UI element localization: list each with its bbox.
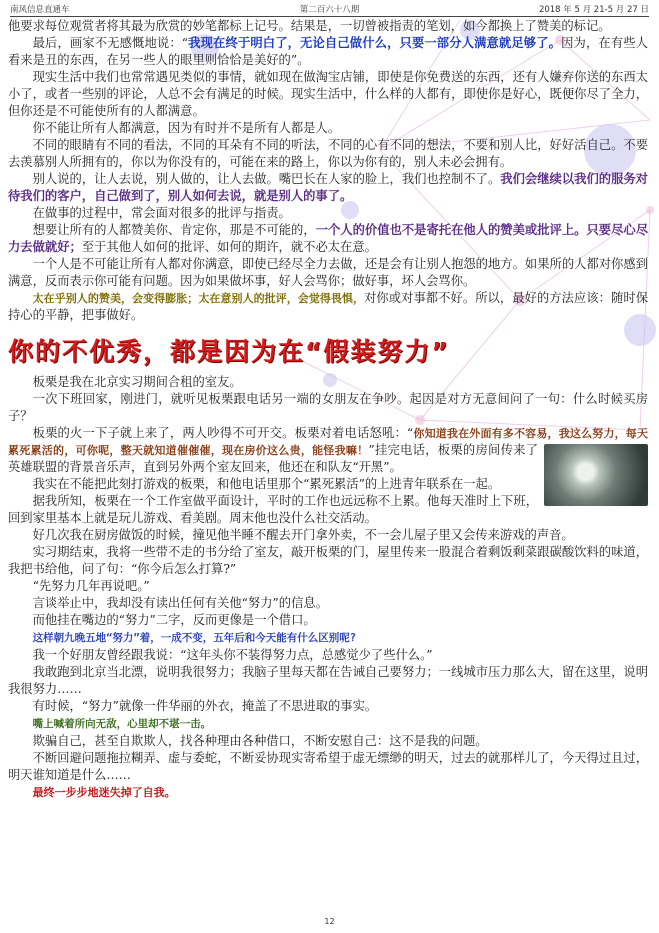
paragraph: 实习期结束，我将一些带不走的书分给了室友，敲开板栗的门，屋里传来一股混合着剩饭剩菜跟碳酸饮料的味道，我把书给他，问了句：“你今后怎么打算?”: [8, 545, 648, 576]
highlight-text: 嘴上喊着所向无敌，心里却不堪一击。: [32, 718, 212, 730]
paragraph: [8, 715, 648, 733]
paragraph: 言谈举止中，我却没有读出任何有关他“努力”的信息。: [32, 596, 328, 610]
paragraph: [8, 171, 648, 205]
paragraph: [8, 629, 648, 647]
header-issue: 第二百六十八期: [299, 5, 360, 15]
paragraph: 据我所知，板栗在一个工作室做平面设计，平时的工作也远远称不上累。他每天准时上下班，回到家里基本上就是玩儿游戏、看美剧。周末他也没什么社交活动。: [8, 494, 538, 525]
article-title: 你的不优秀，都是因为在“假装努力”: [8, 337, 450, 366]
paragraph: 在做事的过程中，常会面对很多的批评与指责。: [32, 206, 291, 220]
highlight-quote: 你知道我在外面有多不容易，我这么努力，每天累死累活的，可你呢，整天就知道催催催，现在房价这么贵，能怪我嘛！: [8, 427, 648, 457]
paragraph: 一个人是不可能让所有人都对你满意，即使已经尽全力去做，还是会有让别人抱怨的地方。如果所的人都对你感到满意，反而表示你可能有问题。因为如果做坏事，好人会骂你；做好事，坏人会骂你。: [8, 257, 648, 288]
text: 对你或对事都不好。所以，最好的方法应该：随时保持心的平静，把事做好。: [8, 291, 648, 322]
text: 至于其他人如何的批评、如何的期许，就不必太在意。: [81, 240, 377, 254]
paragraph: 我敢跑到北京当北漂，说明我很努力；我脑子里每天都在告诫自己要努力；一线城市压力那么大，留在这里，说明我很努力……: [8, 665, 648, 696]
paragraph: 而他挂在嘴边的“努力”二字，反而更像是一个借口。: [32, 613, 316, 627]
paragraph: 我一个好朋友曾经跟我说：“这年头你不装得努力点，总感觉少了些什么。”: [32, 648, 433, 662]
highlight-text: 一个人的价值也不是寄托在他人的赞美或批评上。只要尽心尽力去做就好；: [8, 223, 648, 254]
paragraph: [8, 35, 648, 69]
paragraph: [8, 222, 648, 256]
paragraph: [8, 290, 648, 324]
highlight-text: 这样朝九晚五地“努力”着，一成不变，五年后和今天能有什么区别呢?: [32, 632, 357, 644]
text: 板栗的火一下子就上来了，两人吵得不可开交。板栗对着电话怒吼：“: [32, 426, 414, 440]
highlight-text: 最终一步步地迷失掉了自我。: [32, 786, 176, 799]
paragraph: [8, 425, 648, 476]
highlight-text: 我们会继续以我们的服务对待我们的客户，自己做到了，别人如何去说，就是别人的事了。: [8, 172, 648, 203]
paragraph: 我实在不能把此刻打游戏的板栗，和他电话里那个“累死累活”的上进青年联系在一起。: [32, 477, 501, 491]
text: 想要让所有的人都赞美你、肯定你，那是不可能的，: [32, 223, 316, 237]
text: 别人说的，让人去说，别人做的，让人去做。嘴巴长在人家的脸上，我们也控制不了。: [32, 172, 501, 186]
paragraph: 欺骗自己，甚至自欺欺人，找各种理由各种借口，不断安慰自己：这不是我的问题。: [32, 734, 488, 748]
paragraph: 有时候，“努力”就像一件华丽的外衣，掩盖了不思进取的事实。: [32, 699, 378, 713]
header-publication: 南风信息直通车: [10, 5, 70, 15]
text: 最后，画家不无感慨地说：“: [32, 36, 189, 50]
dandelion-photo: [544, 444, 648, 506]
paragraph: 现实生活中我们也常常遇见类似的事情，就如现在做淘宝店铺，即使是你免费送的东西，还有人嫌弃你送的东西太小了，或者一些别的评论，人总不会有满足的时候。现实生活中，什么样的人都有，即使你是好心，既便你尽了全力，但你还是不可能使所有的人都满意。: [8, 70, 648, 118]
header-date: 2018 年 5 月 21-5 月 27 日: [538, 5, 649, 15]
paragraph: 他要求每位观赏者将其最为欣赏的妙笔都标上记号。结果是，一切曾被指责的笔划，如今都换上了赞美的标记。: [8, 19, 611, 33]
text: ”挂完电话，板栗的房间传来了英雄联盟的背景音乐声，直到另外两个室友回来，他还在和队友“开黑”。: [8, 443, 538, 474]
article-body: [8, 18, 648, 801]
highlight-text: 太在乎别人的赞美，会变得膨胀；太在意别人的批评，会觉得畏惧，: [32, 292, 365, 305]
paragraph: “先努力几年再说吧。”: [32, 579, 150, 593]
text: 因为，在有些人看来是丑的东西，在另一些人的眼里则恰恰是美好的”。: [8, 36, 648, 67]
paragraph: 好几次我在厨房做饭的时候，撞见他半睡不醒去开门拿外卖，不一会儿屋子里又会传来游戏的声音。: [32, 528, 574, 542]
paragraph: [8, 784, 648, 801]
paragraph: 一次下班回家，刚进门，就听见板栗跟电话另一端的女朋友在争吵。起因是对方无意间问了一句：什么时候买房子？: [8, 392, 648, 423]
highlight-quote: 我现在终于明白了，无论自己做什么，只要一部分人满意就足够了。: [188, 36, 562, 50]
page-number: 12: [324, 917, 335, 926]
paragraph: 板栗是我在北京实习期间合租的室友。: [32, 375, 242, 389]
paragraph: 不断回避问题拖拉糊弄、虚与委蛇，不断妥协现实寄希望于虚无缥缈的明天，过去的就那样儿了，今天得过且过，明天谁知道是什么……: [8, 751, 648, 782]
paragraph: 你不能让所有人都满意，因为有时并不是所有人都是人。: [32, 121, 341, 135]
paragraph: 不同的眼睛有不同的看法，不同的耳朵有不同的听法，不同的心有不同的想法，不要和别人比，好好活自己。不要去羡慕别人所拥有的，你以为你没有的，可能在来的路上，你以为你有的，别人未必会拥有。: [8, 138, 648, 169]
page-header: [10, 2, 649, 17]
